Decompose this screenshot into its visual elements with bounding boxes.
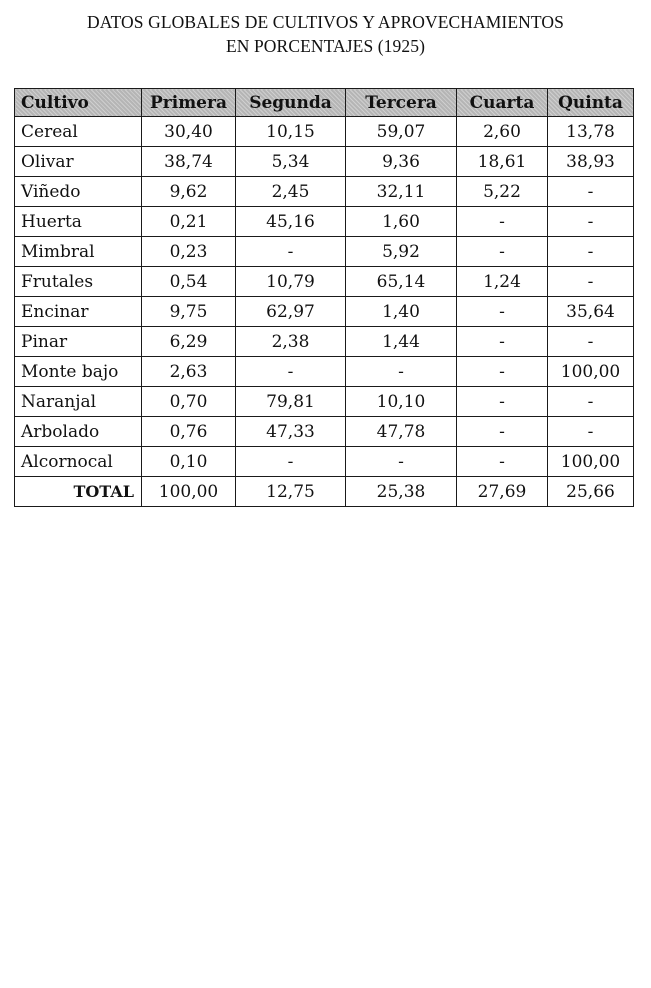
title-line-1: DATOS GLOBALES DE CULTIVOS Y APROVECHAMIENTOS: [87, 12, 564, 32]
cell-cuarta: -: [457, 357, 548, 387]
cell-segunda: 45,16: [236, 207, 346, 237]
cell-cuarta: 18,61: [457, 147, 548, 177]
cell-segunda: 62,97: [236, 297, 346, 327]
cell-cultivo: Olivar: [15, 147, 142, 177]
table-row: [15, 297, 634, 327]
cell-primera: 6,29: [142, 327, 236, 357]
table-row: [15, 177, 634, 207]
cell-tercera: 10,10: [346, 387, 457, 417]
table-row: [15, 327, 634, 357]
cell-primera: 0,76: [142, 417, 236, 447]
cell-tercera: 47,78: [346, 417, 457, 447]
cell-cuarta: -: [457, 387, 548, 417]
total-primera: 100,00: [142, 477, 236, 507]
cell-quinta: 100,00: [548, 357, 634, 387]
cell-cuarta: -: [457, 297, 548, 327]
column-header-cultivo: Cultivo: [15, 89, 142, 117]
cell-cultivo: Encinar: [15, 297, 142, 327]
cell-primera: 0,10: [142, 447, 236, 477]
cell-cuarta: -: [457, 207, 548, 237]
cell-segunda: -: [236, 447, 346, 477]
table-body: [15, 117, 634, 507]
cell-cuarta: 2,60: [457, 117, 548, 147]
cell-tercera: 1,40: [346, 297, 457, 327]
column-header-primera: Primera: [142, 89, 236, 117]
header-row: [15, 89, 634, 117]
cell-segunda: -: [236, 237, 346, 267]
cell-tercera: 5,92: [346, 237, 457, 267]
cell-tercera: 1,44: [346, 327, 457, 357]
table-row: [15, 417, 634, 447]
cell-quinta: -: [548, 327, 634, 357]
cell-segunda: -: [236, 357, 346, 387]
cell-quinta: -: [548, 387, 634, 417]
column-header-cuarta: Cuarta: [457, 89, 548, 117]
table-row: [15, 147, 634, 177]
table-row: [15, 387, 634, 417]
cell-tercera: 9,36: [346, 147, 457, 177]
cell-primera: 0,54: [142, 267, 236, 297]
column-header-segunda: Segunda: [236, 89, 346, 117]
cell-cultivo: Mimbral: [15, 237, 142, 267]
cell-cuarta: -: [457, 237, 548, 267]
cell-segunda: 5,34: [236, 147, 346, 177]
column-header-tercera: Tercera: [346, 89, 457, 117]
cell-primera: 2,63: [142, 357, 236, 387]
cell-quinta: -: [548, 237, 634, 267]
cell-cultivo: Arbolado: [15, 417, 142, 447]
cell-primera: 38,74: [142, 147, 236, 177]
total-label: TOTAL: [15, 477, 142, 507]
cell-primera: 9,62: [142, 177, 236, 207]
cell-tercera: 65,14: [346, 267, 457, 297]
title-line-2: EN PORCENTAJES (1925): [225, 36, 426, 56]
cell-primera: 9,75: [142, 297, 236, 327]
cell-segunda: 10,15: [236, 117, 346, 147]
cell-quinta: 35,64: [548, 297, 634, 327]
cell-primera: 30,40: [142, 117, 236, 147]
document-title: [0, 10, 651, 58]
cell-segunda: 47,33: [236, 417, 346, 447]
cell-cuarta: -: [457, 327, 548, 357]
cell-tercera: 32,11: [346, 177, 457, 207]
total-row: [15, 477, 634, 507]
cell-cuarta: -: [457, 417, 548, 447]
cell-cuarta: -: [457, 447, 548, 477]
table-row: [15, 447, 634, 477]
cell-cultivo: Monte bajo: [15, 357, 142, 387]
cell-cuarta: 1,24: [457, 267, 548, 297]
cell-quinta: -: [548, 417, 634, 447]
cell-quinta: -: [548, 207, 634, 237]
cell-cultivo: Huerta: [15, 207, 142, 237]
column-header-quinta: Quinta: [548, 89, 634, 117]
cell-cultivo: Pinar: [15, 327, 142, 357]
cell-segunda: 79,81: [236, 387, 346, 417]
table-header: [15, 89, 634, 117]
total-quinta: 25,66: [548, 477, 634, 507]
cell-tercera: -: [346, 447, 457, 477]
cell-primera: 0,21: [142, 207, 236, 237]
cell-segunda: 10,79: [236, 267, 346, 297]
table-row: [15, 237, 634, 267]
cell-cultivo: Viñedo: [15, 177, 142, 207]
cell-quinta: -: [548, 177, 634, 207]
total-tercera: 25,38: [346, 477, 457, 507]
cell-primera: 0,23: [142, 237, 236, 267]
total-cuarta: 27,69: [457, 477, 548, 507]
cell-cultivo: Cereal: [15, 117, 142, 147]
table-row: [15, 117, 634, 147]
cell-cultivo: Frutales: [15, 267, 142, 297]
cell-segunda: 2,45: [236, 177, 346, 207]
cell-tercera: 1,60: [346, 207, 457, 237]
cell-tercera: -: [346, 357, 457, 387]
cell-quinta: -: [548, 267, 634, 297]
cell-quinta: 13,78: [548, 117, 634, 147]
cell-cultivo: Alcornocal: [15, 447, 142, 477]
table-row: [15, 207, 634, 237]
cell-tercera: 59,07: [346, 117, 457, 147]
cell-cultivo: Naranjal: [15, 387, 142, 417]
crop-percentages-table: [14, 88, 634, 507]
cell-segunda: 2,38: [236, 327, 346, 357]
total-segunda: 12,75: [236, 477, 346, 507]
cell-primera: 0,70: [142, 387, 236, 417]
cell-quinta: 100,00: [548, 447, 634, 477]
table-row: [15, 267, 634, 297]
cell-quinta: 38,93: [548, 147, 634, 177]
table-row: [15, 357, 634, 387]
cell-cuarta: 5,22: [457, 177, 548, 207]
